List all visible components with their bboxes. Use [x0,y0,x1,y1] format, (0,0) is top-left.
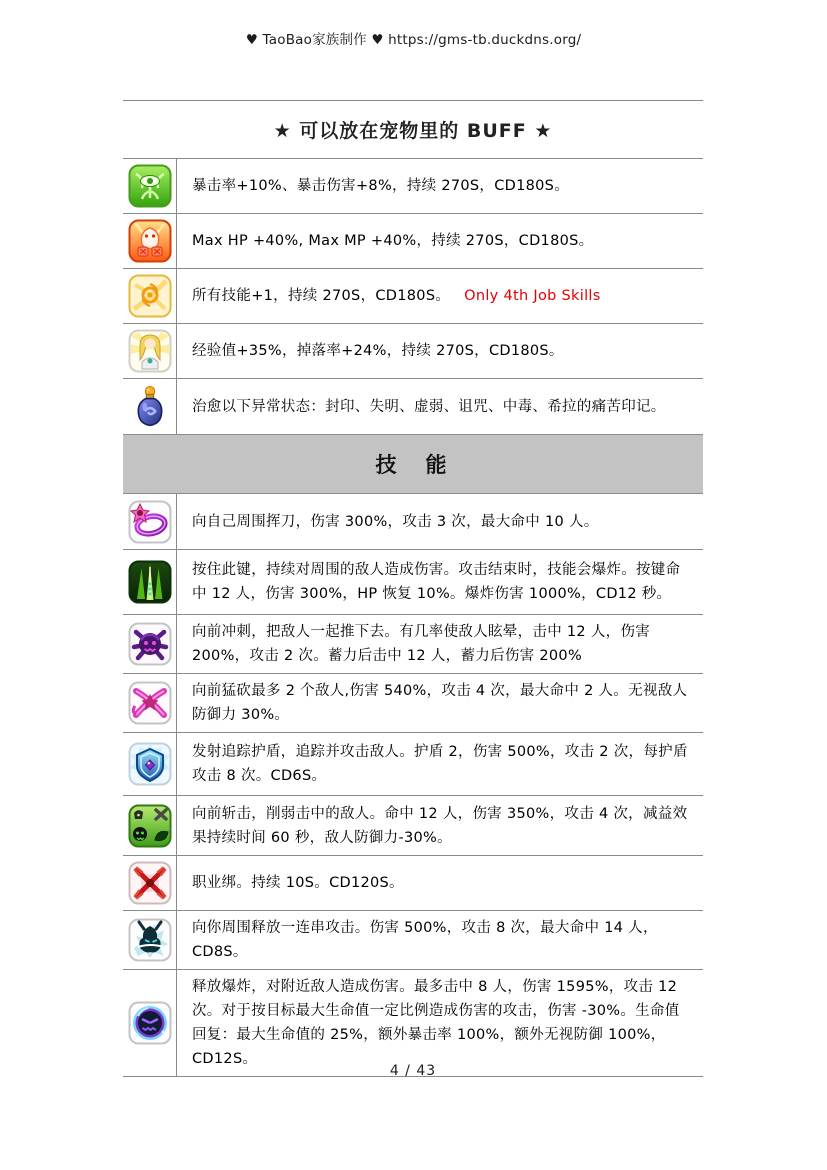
skill-text: 向你周围释放一连串攻击。伤害 500%，攻击 8 次，最大命中 14 人，CD8S。 [192,920,658,960]
cross-slash-icon [128,681,172,725]
skill-icon-cell [123,550,177,614]
skill-row [123,970,703,1077]
buff-text: 经验值+35%，掉落率+24%，持续 270S，CD180S。 [192,343,564,359]
skill-text: 按住此键，持续对周围的敌人造成伤害。攻击结束时，技能会爆炸。按键命中 12 人，伤害 300%，HP 恢复 10%。爆炸伤害 1000%，CD12 秒。 [192,562,681,602]
whirl-slash-icon [128,500,172,544]
rush-charge-icon [128,622,172,666]
skill-text: 释放爆炸，对附近敌人造成伤害。最多击中 8 人，伤害 1595%，攻击 12 次。对于按目标最大生命值一定比例造成伤害的攻击，伤害 -30%。生命值回复：最大生命值的 25%，额外暴击率 100%，额外无视防御 100%，CD12S。 [192,979,680,1067]
homing-shield-icon [128,742,172,786]
buff-text: 治愈以下异常状态：封印、失明、虚弱、诅咒、中毒、希拉的痛苦印记。 [192,398,666,415]
skill-row [123,674,703,733]
buff-text: 暴击率+10%、暴击伤害+8%，持续 270S，CD180S。 [192,178,569,194]
skill-icon-cell [123,733,177,795]
chain-burst-icon [128,918,172,962]
skill-icon-cell [123,615,177,673]
skill-icon-cell [123,796,177,855]
buff-text: 所有技能+1，持续 270S，CD180S。 [192,288,451,304]
buff-icon-cell [123,324,177,378]
cure-potion-icon [135,386,165,428]
skill-row [123,856,703,911]
site-header: ♥ TaoBao家族制作 ♥ https://gms-tb.duckdns.org/ [245,32,582,48]
buff-highlight-note: Only 4th Job Skills [464,288,601,304]
skill-row [123,733,703,796]
skill-row [123,796,703,856]
skill-icon-cell [123,494,177,549]
holy-symbol-icon [128,329,172,373]
buff-row [123,324,703,379]
buff-icon-cell [123,214,177,268]
skill-text: 向前猛砍最多 2 个敌人,伤害 540%，攻击 4 次，最大命中 2 人。无视敌人防御力 30%。 [192,683,688,723]
skill-text: 向前斩击，削弱击中的敌人。命中 12 人，伤害 350%，攻击 4 次，减益效果持续时间 60 秒，敌人防御力-30%。 [192,805,688,846]
skill-text: 向自己周围挥刀，伤害 300%，攻击 3 次，最大命中 10 人。 [192,513,599,530]
bind-icon [128,861,172,905]
buff-text: Max HP +40%, Max MP +40%，持续 270S，CD180S。 [192,233,594,249]
channel-blades-icon [128,560,172,604]
skill-text: 向前冲刺，把敌人一起推下去。有几率使敌人眩晕，击中 12 人，伤害 200%，攻击 2 次。蓄力后击中 12 人，蓄力后伤害 200% [192,624,651,664]
weaken-slash-icon [128,804,172,848]
skill-row [123,494,703,550]
buff-row [123,214,703,269]
buff-icon-cell [123,379,177,434]
section-header-skills: 技 能 [123,435,703,494]
combat-orders-icon [128,274,172,318]
buff-row [123,269,703,324]
hyper-body-icon [128,219,172,263]
buff-icon-cell [123,159,177,213]
sharp-eyes-icon [128,164,172,208]
skill-row [123,911,703,970]
skill-icon-cell [123,674,177,732]
skill-row [123,550,703,615]
page-number: 4 / 43 [389,1063,437,1079]
buff-icon-cell [123,269,177,323]
skill-icon-cell [123,856,177,910]
buff-row [123,379,703,435]
skill-icon-cell [123,970,177,1076]
skill-row [123,615,703,674]
buff-row [123,159,703,214]
explosion-orb-icon [128,1001,172,1045]
skill-text: 发射追踪护盾，追踪并攻击敌人。护盾 2，伤害 500%，攻击 2 次，每护盾攻击 8 次。CD6S。 [192,744,688,784]
skill-icon-cell [123,911,177,969]
buff-skill-table [123,100,703,1077]
buff-table-title: ★ 可以放在宠物里的 BUFF ★ [123,101,703,159]
skill-text: 职业绑。持续 10S。CD120S。 [192,875,404,891]
